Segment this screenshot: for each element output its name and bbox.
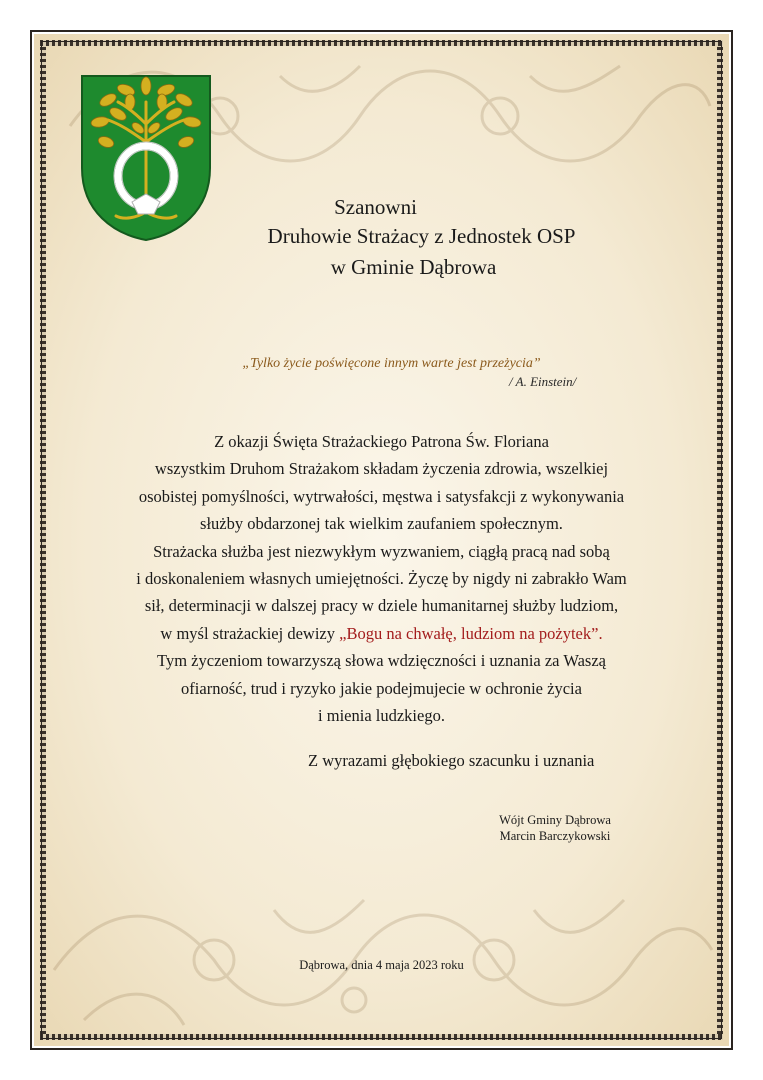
addressee-line: Druhowie Strażacy z Jednostek OSP [267,224,576,248]
quote-author: / A. Einstein/ [509,374,577,389]
signatory-title: Wójt Gminy Dąbrowa [499,813,611,827]
firefighter-motto: „Bogu na chwałę, ludziom na pożytek”. [339,623,603,643]
body-line: ofiarność, trud i ryzyko jakie podejmujecie w ochronie życia [181,678,582,698]
body-line: Strażacka służba jest niezwykłym wyzwaniem, ciągłą pracą nad sobą [153,541,610,561]
body-line: osobistej pomyślności, wytrwałości, męstwa i satysfakcji z wykonywania [138,486,625,506]
body-line: sił, determinacji w dalszej pracy w dziele humanitarnej służby ludziom, [144,596,619,616]
body-line: i doskonaleniem własnych umiejętności. Życzę by nigdy ni zabrakło Wam [136,569,627,589]
quote-text: „Tylko życie poświęcone innym warte jest przeżycia” [242,356,541,371]
salutation-line: Szanowni [334,195,417,219]
closing-phrase: Z wyrazami głębokiego szacunku i uznania [308,751,595,770]
signatory-name: Marcin Barczykowski [499,829,611,843]
letter-body [60,428,703,729]
body-line: i mienia ludzkiego. [318,706,445,726]
body-line: służby obdarzonej tak wielkim zaufaniem społecznym. [200,514,563,534]
body-line: Z okazji Święta Strażackiego Patrona Św. Floriana [214,432,549,451]
addressee-location-line: w Gminie Dąbrowa [330,255,497,279]
body-line-motto [60,620,703,647]
signature-block [485,812,625,844]
body-line: Tym życzeniom towarzyszą słowa wdzięczności i uznania za Waszą [157,651,606,671]
date-line: Dąbrowa, dnia 4 maja 2023 roku [299,958,464,972]
motto-prefix: w myśl strażackiej dewizy [160,623,340,643]
body-line: wszystkim Druhom Strażakom składam życzenia zdrowia, wszelkiej [154,459,609,479]
